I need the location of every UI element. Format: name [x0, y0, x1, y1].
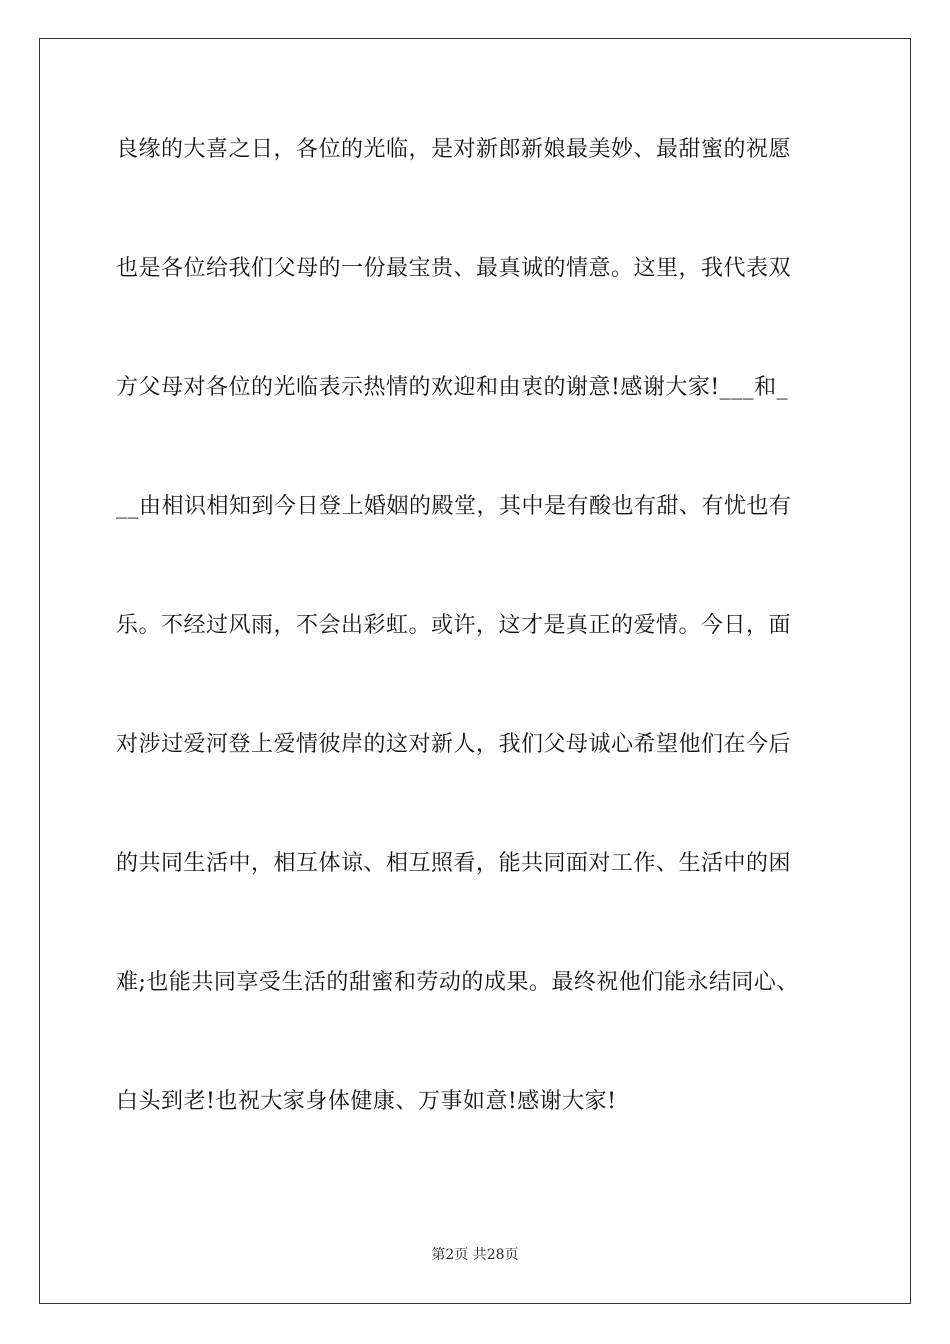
text-line-3: 方父母对各位的光临表示热情的欢迎和由衷的谢意!感谢大家!___和_	[116, 375, 789, 400]
text-line-8: 难;也能共同享受生活的甜蜜和劳动的成果。最终祝他们能永结同心、	[116, 970, 799, 995]
text-line-1: 良缘的大喜之日，各位的光临，是对新郎新娘最美妙、最甜蜜的祝愿	[116, 137, 792, 162]
text-line-5: 乐。不经过风雨，不会出彩虹。或许，这才是真正的爱情。今日，面	[116, 613, 792, 638]
page-number-footer: 第2页 共28页	[431, 1247, 519, 1263]
text-line-6: 对涉过爱河登上爱情彼岸的这对新人，我们父母诚心希望他们在今后	[116, 732, 792, 757]
text-line-7: 的共同生活中，相互体谅、相互照看，能共同面对工作、生活中的困	[116, 851, 792, 876]
document-body	[116, 120, 856, 1191]
text-line-4: __由相识相知到今日登上婚姻的殿堂，其中是有酸也有甜、有忧也有	[116, 494, 792, 519]
text-line-9: 白头到老!也祝大家身体健康、万事如意!感谢大家!	[116, 1089, 617, 1114]
text-line-2: 也是各位给我们父母的一份最宝贵、最真诚的情意。这里，我代表双	[116, 256, 792, 281]
